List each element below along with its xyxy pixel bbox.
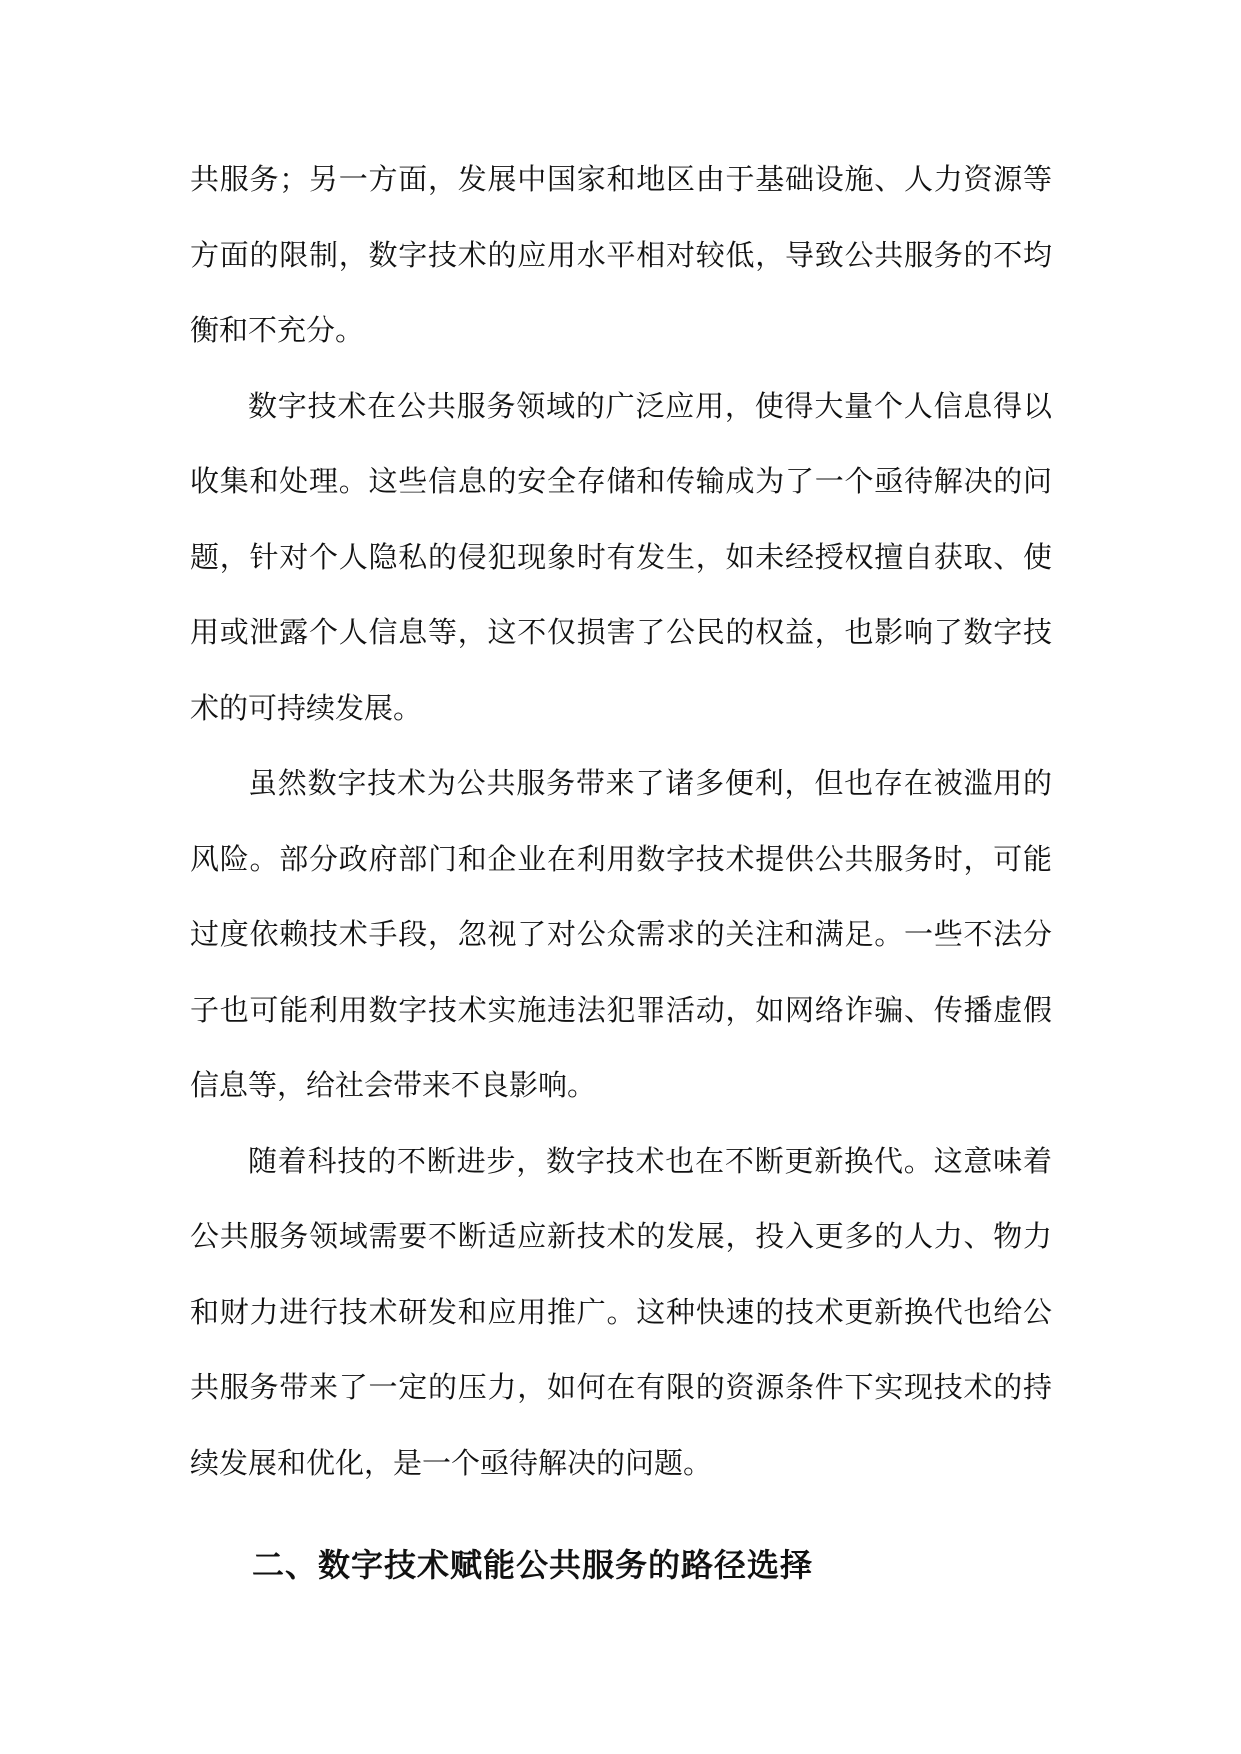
paragraph-misuse: 虽然数字技术为公共服务带来了诸多便利，但也存在被滥用的风险。部分政府部门和企业在利用数字技术提供公共服务时，可能过度依赖技术手段，忽视了对公众需求的关注和满足。一些不法分子也可能利用数字技术实施违法犯罪活动，如网络诈骗、传播虚假信息等，给社会带来不良影响。: [190, 766, 1052, 1102]
body-text: [190, 142, 1052, 1501]
section-heading: 二、数字技术赋能公共服务的路径选择: [252, 1546, 814, 1584]
paragraph-continued: 共服务；另一方面，发展中国家和地区由于基础设施、人力资源等方面的限制，数字技术的应用水平相对较低，导致公共服务的不均衡和不充分。: [190, 162, 1052, 347]
paragraph-privacy: 数字技术在公共服务领域的广泛应用，使得大量个人信息得以收集和处理。这些信息的安全存储和传输成为了一个亟待解决的问题，针对个人隐私的侵犯现象时有发生，如未经授权擅自获取、使用或泄露个人信息等，这不仅损害了公民的权益，也影响了数字技术的可持续发展。: [190, 388, 1052, 725]
paragraph-tech-update: 随着科技的不断进步，数字技术也在不断更新换代。这意味着公共服务领域需要不断适应新技术的发展，投入更多的人力、物力和财力进行技术研发和应用推广。这种快速的技术更新换代也给公共服务带来了一定的压力，如何在有限的资源条件下实现技术的持续发展和优化，是一个亟待解决的问题。: [190, 1143, 1052, 1480]
